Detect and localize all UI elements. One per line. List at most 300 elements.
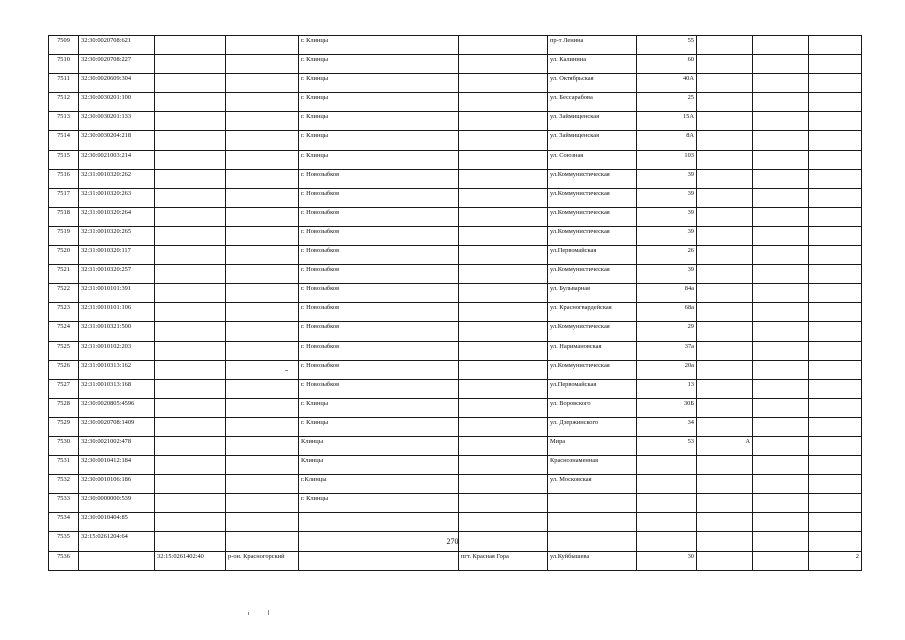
cell-district bbox=[226, 265, 299, 284]
cell-land-plot-number bbox=[155, 417, 226, 436]
table-row bbox=[49, 379, 862, 398]
cell-cadastral-number: 32:30:0020708:227 bbox=[79, 55, 155, 74]
cell-land-plot-number bbox=[155, 265, 226, 284]
cell-street: ул.Коммунистическая bbox=[548, 360, 637, 379]
cell-district bbox=[226, 74, 299, 93]
cell-street: ул.Коммунистическая bbox=[548, 226, 637, 245]
cell-row-number: 7526 bbox=[49, 360, 79, 379]
cell-settlement bbox=[459, 74, 548, 93]
cell-street: ул. Наримановская bbox=[548, 341, 637, 360]
cell-land-plot-number: 32:15:0261402:40 bbox=[155, 551, 226, 570]
cell-house-number: 68а bbox=[637, 303, 697, 322]
cell-extra-col-1 bbox=[753, 131, 809, 150]
cell-settlement bbox=[459, 55, 548, 74]
cell-settlement bbox=[459, 475, 548, 494]
cell-city: Клинцы bbox=[299, 456, 459, 475]
cell-count bbox=[809, 284, 862, 303]
cell-count bbox=[809, 93, 862, 112]
cell-row-number: 7511 bbox=[49, 74, 79, 93]
cell-building-letter bbox=[697, 246, 753, 265]
cell-cadastral-number: 32:15:0261204:64 bbox=[79, 532, 155, 551]
cell-settlement bbox=[459, 303, 548, 322]
cell-row-number: 7530 bbox=[49, 436, 79, 455]
cell-street: ул. Московская bbox=[548, 475, 637, 494]
cell-row-number: 7524 bbox=[49, 322, 79, 341]
cell-street: Краснознаменная bbox=[548, 456, 637, 475]
table-row bbox=[49, 398, 862, 417]
cell-building-letter bbox=[697, 551, 753, 570]
cell-count bbox=[809, 265, 862, 284]
table-row bbox=[49, 55, 862, 74]
cell-city: г. Новозыбков bbox=[299, 265, 459, 284]
cell-row-number: 7510 bbox=[49, 55, 79, 74]
cell-house-number: 20а bbox=[637, 360, 697, 379]
cell-city: г. Новозыбков bbox=[299, 246, 459, 265]
cell-district bbox=[226, 150, 299, 169]
table-row bbox=[49, 322, 862, 341]
cell-house-number: 30Б bbox=[637, 398, 697, 417]
cell-row-number: 7513 bbox=[49, 112, 79, 131]
cell-land-plot-number bbox=[155, 303, 226, 322]
cell-extra-col-1 bbox=[753, 513, 809, 532]
cell-settlement bbox=[459, 341, 548, 360]
cell-cadastral-number: 32:31:0010320:257 bbox=[79, 265, 155, 284]
cell-count bbox=[809, 55, 862, 74]
cell-count bbox=[809, 417, 862, 436]
cell-land-plot-number bbox=[155, 55, 226, 74]
cell-extra-col-1 bbox=[753, 150, 809, 169]
cell-row-number: 7527 bbox=[49, 379, 79, 398]
cell-cadastral-number: 32:31:0010313:162 bbox=[79, 360, 155, 379]
cell-count bbox=[809, 494, 862, 513]
cell-building-letter bbox=[697, 131, 753, 150]
cell-building-letter bbox=[697, 398, 753, 417]
cell-row-number: 7520 bbox=[49, 246, 79, 265]
cell-cadastral-number: 32:30:0020609:304 bbox=[79, 74, 155, 93]
cell-row-number: 7517 bbox=[49, 188, 79, 207]
cell-street: ул. Союзная bbox=[548, 150, 637, 169]
cell-row-number: 7531 bbox=[49, 456, 79, 475]
cell-cadastral-number: 32:30:0030204:218 bbox=[79, 131, 155, 150]
cell-row-number: 7512 bbox=[49, 93, 79, 112]
cell-land-plot-number bbox=[155, 246, 226, 265]
cell-land-plot-number bbox=[155, 226, 226, 245]
cell-row-number: 7529 bbox=[49, 417, 79, 436]
cell-row-number: 7509 bbox=[49, 36, 79, 55]
cell-extra-col-1 bbox=[753, 398, 809, 417]
cell-count bbox=[809, 112, 862, 131]
table-row bbox=[49, 93, 862, 112]
cell-city: г. Новозыбков bbox=[299, 284, 459, 303]
cell-settlement bbox=[459, 150, 548, 169]
cell-district bbox=[226, 188, 299, 207]
cell-cadastral-number: 32:30:0020805:4596 bbox=[79, 398, 155, 417]
cell-city: г. Клинцы bbox=[299, 55, 459, 74]
cell-settlement bbox=[459, 360, 548, 379]
cell-land-plot-number bbox=[155, 169, 226, 188]
cell-cadastral-number: 32:30:0020708:1409 bbox=[79, 417, 155, 436]
cell-building-letter bbox=[697, 341, 753, 360]
cell-settlement: пгт. Красная Гора bbox=[459, 551, 548, 570]
cell-count bbox=[809, 513, 862, 532]
cell-count bbox=[809, 150, 862, 169]
cell-house-number: 8А bbox=[637, 131, 697, 150]
table-row bbox=[49, 226, 862, 245]
cell-building-letter bbox=[697, 379, 753, 398]
cell-count bbox=[809, 475, 862, 494]
cell-city: г. Новозыбков bbox=[299, 379, 459, 398]
cell-extra-col-1 bbox=[753, 456, 809, 475]
cell-extra-col-1 bbox=[753, 36, 809, 55]
cell-row-number: 7533 bbox=[49, 494, 79, 513]
cell-settlement bbox=[459, 513, 548, 532]
cell-row-number: 7532 bbox=[49, 475, 79, 494]
cell-extra-col-1 bbox=[753, 55, 809, 74]
cell-house-number: 30 bbox=[637, 551, 697, 570]
cell-city: г. Новозыбков bbox=[299, 207, 459, 226]
registry-table-body bbox=[49, 36, 862, 571]
cell-extra-col-1 bbox=[753, 265, 809, 284]
cell-district bbox=[226, 226, 299, 245]
cell-city: г. Клинцы bbox=[299, 131, 459, 150]
cell-house-number: 39 bbox=[637, 169, 697, 188]
cell-city: г. Новозыбков bbox=[299, 169, 459, 188]
cell-settlement bbox=[459, 131, 548, 150]
cell-house-number: 37а bbox=[637, 341, 697, 360]
cell-extra-col-1 bbox=[753, 246, 809, 265]
cell-count bbox=[809, 379, 862, 398]
cell-building-letter bbox=[697, 284, 753, 303]
cell-cadastral-number: 32:31:0010102:203 bbox=[79, 341, 155, 360]
cell-cadastral-number: 32:31:0010320:264 bbox=[79, 207, 155, 226]
cell-street: пр-т Ленина bbox=[548, 36, 637, 55]
cell-land-plot-number bbox=[155, 93, 226, 112]
cell-cadastral-number: 32:31:0010313:168 bbox=[79, 379, 155, 398]
cell-district bbox=[226, 379, 299, 398]
table-row bbox=[49, 265, 862, 284]
cell-cadastral-number: 32:31:0010320:262 bbox=[79, 169, 155, 188]
cell-street: ул. Калинина bbox=[548, 55, 637, 74]
cell-street: ул.Первомайская bbox=[548, 246, 637, 265]
cell-district bbox=[226, 36, 299, 55]
cell-extra-col-1 bbox=[753, 475, 809, 494]
cell-settlement bbox=[459, 207, 548, 226]
cell-city: г. Клинцы bbox=[299, 494, 459, 513]
cell-count bbox=[809, 169, 862, 188]
cell-city bbox=[299, 513, 459, 532]
table-row bbox=[49, 74, 862, 93]
cell-building-letter bbox=[697, 417, 753, 436]
cell-land-plot-number bbox=[155, 112, 226, 131]
cell-street: ул. Красногвардейская bbox=[548, 303, 637, 322]
cell-extra-col-1 bbox=[753, 284, 809, 303]
table-row bbox=[49, 456, 862, 475]
scan-mark bbox=[248, 612, 249, 615]
scan-mark bbox=[268, 610, 269, 615]
cell-building-letter bbox=[697, 265, 753, 284]
cell-land-plot-number bbox=[155, 475, 226, 494]
cell-house-number: 29 bbox=[637, 322, 697, 341]
cell-extra-col-1 bbox=[753, 226, 809, 245]
cell-building-letter bbox=[697, 207, 753, 226]
cell-street: Мира bbox=[548, 436, 637, 455]
cell-street: ул.Куйбышева bbox=[548, 551, 637, 570]
cell-cadastral-number: 32:31:0010320:265 bbox=[79, 226, 155, 245]
cell-district bbox=[226, 284, 299, 303]
cell-settlement bbox=[459, 36, 548, 55]
cell-row-number: 7518 bbox=[49, 207, 79, 226]
cell-street: ул.Коммунистическая bbox=[548, 322, 637, 341]
table-row bbox=[49, 112, 862, 131]
cell-district bbox=[226, 398, 299, 417]
cell-house-number: 40А bbox=[637, 74, 697, 93]
table-row bbox=[49, 246, 862, 265]
cell-house-number: 34 bbox=[637, 417, 697, 436]
cell-street: ул. Дзержинского bbox=[548, 417, 637, 436]
cell-building-letter bbox=[697, 360, 753, 379]
cell-cadastral-number: 32:31:0010321:500 bbox=[79, 322, 155, 341]
cell-land-plot-number bbox=[155, 322, 226, 341]
cell-house-number: 39 bbox=[637, 207, 697, 226]
cell-district bbox=[226, 436, 299, 455]
cell-district bbox=[226, 456, 299, 475]
cell-count bbox=[809, 74, 862, 93]
cell-land-plot-number bbox=[155, 513, 226, 532]
cell-city: г. Новозыбков bbox=[299, 226, 459, 245]
cell-city: г. Новозыбков bbox=[299, 303, 459, 322]
table-row bbox=[49, 169, 862, 188]
cell-land-plot-number bbox=[155, 379, 226, 398]
cell-row-number: 7521 bbox=[49, 265, 79, 284]
cell-extra-col-1 bbox=[753, 322, 809, 341]
cell-city: г. Новозыбков bbox=[299, 188, 459, 207]
cell-house-number: 55 bbox=[637, 36, 697, 55]
cell-settlement bbox=[459, 322, 548, 341]
cell-district bbox=[226, 322, 299, 341]
cell-settlement bbox=[459, 112, 548, 131]
cell-house-number bbox=[637, 494, 697, 513]
cell-count bbox=[809, 436, 862, 455]
table-row bbox=[49, 360, 862, 379]
cell-building-letter bbox=[697, 150, 753, 169]
cell-city: г. Клинцы bbox=[299, 74, 459, 93]
table-row bbox=[49, 207, 862, 226]
cell-row-number: 7519 bbox=[49, 226, 79, 245]
cell-district bbox=[226, 475, 299, 494]
cell-count bbox=[809, 131, 862, 150]
cell-district bbox=[226, 494, 299, 513]
cell-extra-col-1 bbox=[753, 112, 809, 131]
cell-street bbox=[548, 513, 637, 532]
cell-house-number: 84а bbox=[637, 284, 697, 303]
cell-district bbox=[226, 207, 299, 226]
cell-building-letter bbox=[697, 93, 753, 112]
cell-count bbox=[809, 303, 862, 322]
table-row bbox=[49, 551, 862, 570]
cell-row-number: 7525 bbox=[49, 341, 79, 360]
table-row bbox=[49, 284, 862, 303]
table-row bbox=[49, 436, 862, 455]
cell-extra-col-1 bbox=[753, 379, 809, 398]
cell-cadastral-number: 32:31:0010101:391 bbox=[79, 284, 155, 303]
cell-land-plot-number bbox=[155, 398, 226, 417]
cell-settlement bbox=[459, 494, 548, 513]
cell-house-number: 25 bbox=[637, 93, 697, 112]
cell-extra-col-1 bbox=[753, 360, 809, 379]
cell-city: г. Клинцы bbox=[299, 36, 459, 55]
cell-settlement bbox=[459, 93, 548, 112]
cell-district bbox=[226, 417, 299, 436]
cell-extra-col-1 bbox=[753, 169, 809, 188]
cell-cadastral-number: 32:31:0010101:106 bbox=[79, 303, 155, 322]
cell-cadastral-number: 32:30:0030201:100 bbox=[79, 93, 155, 112]
cell-city bbox=[299, 551, 459, 570]
cell-city: г. Новозыбков bbox=[299, 341, 459, 360]
cell-house-number: 15А bbox=[637, 112, 697, 131]
cell-land-plot-number bbox=[155, 436, 226, 455]
cell-building-letter bbox=[697, 494, 753, 513]
cell-cadastral-number: 32:30:0010412:184 bbox=[79, 456, 155, 475]
cell-row-number: 7514 bbox=[49, 131, 79, 150]
cell-building-letter bbox=[697, 188, 753, 207]
cell-cadastral-number: 32:31:0010320:117 bbox=[79, 246, 155, 265]
cell-settlement bbox=[459, 284, 548, 303]
cell-cadastral-number: 32:30:0021003:214 bbox=[79, 150, 155, 169]
cell-city: г. Клинцы bbox=[299, 398, 459, 417]
cell-street: ул. Бульварная bbox=[548, 284, 637, 303]
registry-table bbox=[48, 35, 862, 571]
cell-land-plot-number bbox=[155, 188, 226, 207]
cell-land-plot-number bbox=[155, 131, 226, 150]
cell-street: ул. Бессарабова bbox=[548, 93, 637, 112]
cell-extra-col-1 bbox=[753, 551, 809, 570]
cell-building-letter bbox=[697, 226, 753, 245]
table-row bbox=[49, 131, 862, 150]
table-row bbox=[49, 188, 862, 207]
cell-extra-col-1 bbox=[753, 93, 809, 112]
cell-house-number: 39 bbox=[637, 188, 697, 207]
cell-house-number: 39 bbox=[637, 265, 697, 284]
cell-building-letter bbox=[697, 169, 753, 188]
cell-settlement bbox=[459, 169, 548, 188]
cell-land-plot-number bbox=[155, 284, 226, 303]
cell-street: ул.Коммунистическая bbox=[548, 169, 637, 188]
cell-count bbox=[809, 226, 862, 245]
cell-district bbox=[226, 55, 299, 74]
cell-district bbox=[226, 246, 299, 265]
table-row bbox=[49, 513, 862, 532]
cell-building-letter bbox=[697, 36, 753, 55]
cell-house-number: 39 bbox=[637, 226, 697, 245]
cell-district bbox=[226, 169, 299, 188]
cell-building-letter bbox=[697, 322, 753, 341]
cell-settlement bbox=[459, 379, 548, 398]
cell-street: ул.Первомайская bbox=[548, 379, 637, 398]
cell-land-plot-number bbox=[155, 150, 226, 169]
cell-count bbox=[809, 246, 862, 265]
cell-settlement bbox=[459, 456, 548, 475]
cell-city: г. Клинцы bbox=[299, 417, 459, 436]
cell-land-plot-number bbox=[155, 36, 226, 55]
cell-district bbox=[226, 112, 299, 131]
cell-street: ул.Коммунистическая bbox=[548, 265, 637, 284]
cell-row-number: 7528 bbox=[49, 398, 79, 417]
cell-district bbox=[226, 303, 299, 322]
cell-house-number: 103 bbox=[637, 150, 697, 169]
cell-cadastral-number: 32:30:0021002:478 bbox=[79, 436, 155, 455]
cell-settlement bbox=[459, 226, 548, 245]
cell-building-letter bbox=[697, 456, 753, 475]
cell-cadastral-number: 32:31:0010320:263 bbox=[79, 188, 155, 207]
cell-count bbox=[809, 398, 862, 417]
cell-city: г. Клинцы bbox=[299, 93, 459, 112]
cell-settlement bbox=[459, 398, 548, 417]
cell-district bbox=[226, 93, 299, 112]
cell-house-number bbox=[637, 456, 697, 475]
cell-district bbox=[226, 513, 299, 532]
cell-building-letter bbox=[697, 303, 753, 322]
cell-street: ул. Займищенская bbox=[548, 131, 637, 150]
cell-building-letter bbox=[697, 475, 753, 494]
cell-count bbox=[809, 360, 862, 379]
cell-row-number: 7522 bbox=[49, 284, 79, 303]
cell-settlement bbox=[459, 436, 548, 455]
cell-settlement bbox=[459, 246, 548, 265]
cell-count: 2 bbox=[809, 551, 862, 570]
cell-district bbox=[226, 131, 299, 150]
table-row bbox=[49, 150, 862, 169]
cell-extra-col-1 bbox=[753, 74, 809, 93]
cell-district: р-он. Красногорский bbox=[226, 551, 299, 570]
page-number: 270 bbox=[446, 537, 459, 546]
cell-street: ул. Октябрьская bbox=[548, 74, 637, 93]
cell-building-letter bbox=[697, 74, 753, 93]
cell-extra-col-1 bbox=[753, 341, 809, 360]
cell-cadastral-number: 32:30:0010106:186 bbox=[79, 475, 155, 494]
cell-cadastral-number bbox=[79, 551, 155, 570]
cell-street: ул.Коммунистическая bbox=[548, 188, 637, 207]
table-row bbox=[49, 475, 862, 494]
cell-house-number: 26 bbox=[637, 246, 697, 265]
table-row bbox=[49, 417, 862, 436]
cell-house-number: 53 bbox=[637, 436, 697, 455]
cell-city: г. Новозыбков bbox=[299, 322, 459, 341]
cell-land-plot-number bbox=[155, 456, 226, 475]
cell-house-number: 13 bbox=[637, 379, 697, 398]
cell-house-number: 60 bbox=[637, 55, 697, 74]
table-row bbox=[49, 36, 862, 55]
cell-cadastral-number: 32:30:0010404:85 bbox=[79, 513, 155, 532]
cell-cadastral-number: 32:30:0020708:621 bbox=[79, 36, 155, 55]
cell-extra-col-1 bbox=[753, 188, 809, 207]
cell-street bbox=[548, 494, 637, 513]
cell-city: Клинцы bbox=[299, 436, 459, 455]
cell-count bbox=[809, 188, 862, 207]
cell-city: г. Клинцы bbox=[299, 150, 459, 169]
cell-extra-col-1 bbox=[753, 303, 809, 322]
cell-extra-col-1 bbox=[753, 207, 809, 226]
cell-street: ул.Коммунистическая bbox=[548, 207, 637, 226]
cell-land-plot-number bbox=[155, 341, 226, 360]
cell-row-number: 7516 bbox=[49, 169, 79, 188]
cell-house-number bbox=[637, 475, 697, 494]
cell-building-letter bbox=[697, 112, 753, 131]
cell-row-number: 7534 bbox=[49, 513, 79, 532]
cell-building-letter: А bbox=[697, 436, 753, 455]
cell-street: ул. Воровского bbox=[548, 398, 637, 417]
cell-extra-col-1 bbox=[753, 436, 809, 455]
cell-row-number: 7515 bbox=[49, 150, 79, 169]
